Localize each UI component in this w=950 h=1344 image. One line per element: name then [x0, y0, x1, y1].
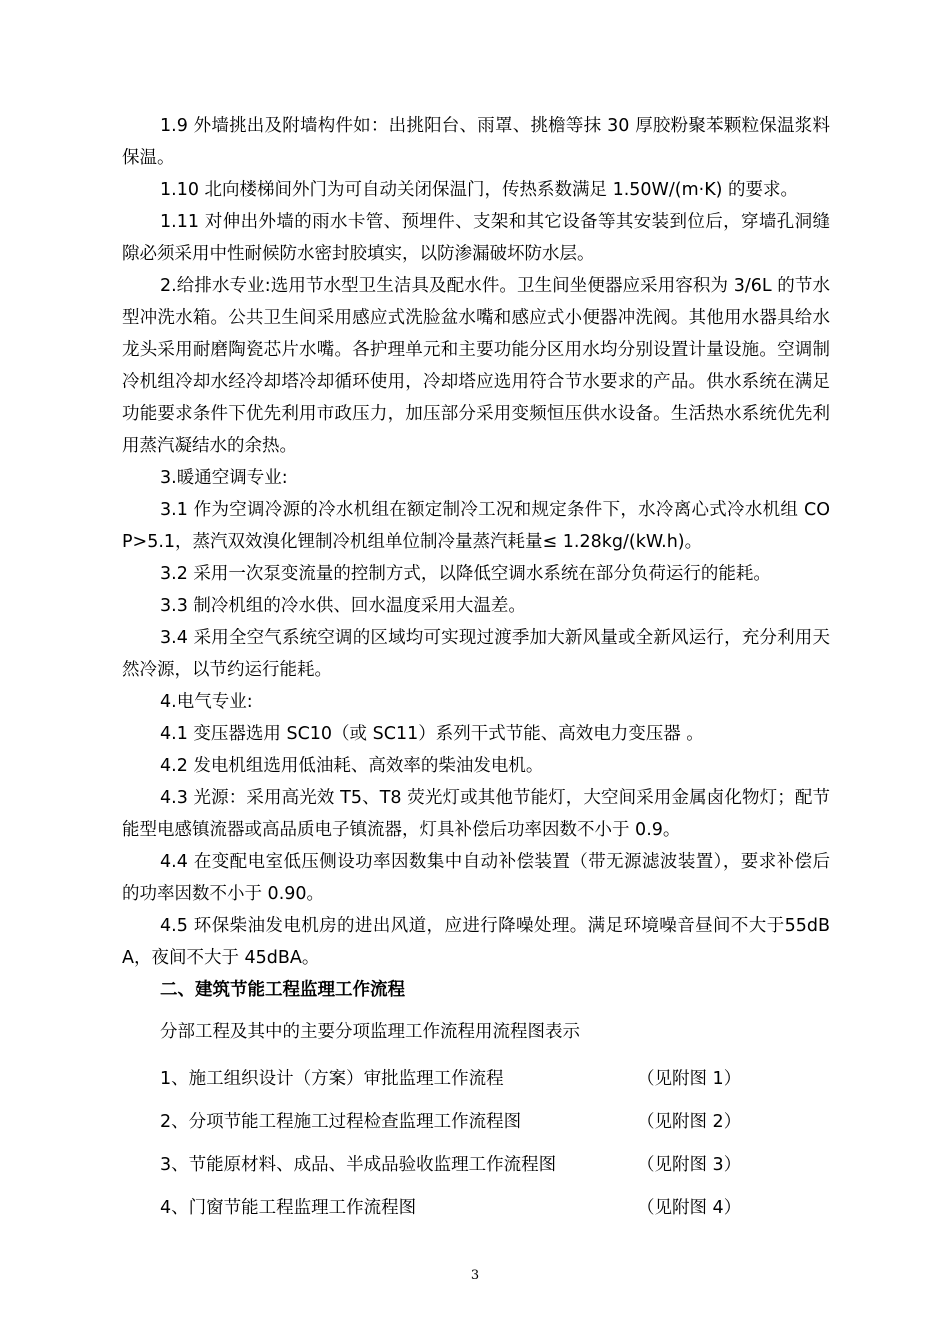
paragraph-4-electrical-heading: 4.电气专业: — [160, 692, 253, 712]
page-number: 3 — [470, 1268, 480, 1283]
reference-label: 2、分项节能工程施工过程检查监理工作流程图 — [160, 1112, 522, 1132]
reference-label: 3、节能原材料、成品、半成品验收监理工作流程图 — [160, 1155, 557, 1175]
paragraph-3-hvac-heading: 3.暖通空调专业: — [160, 468, 288, 488]
reference-figure-link: （见附图 2） — [637, 1112, 742, 1132]
document-page — [122, 110, 830, 1230]
paragraph-1-11: 1.11 对伸出外墙的雨水卡管、预埋件、支架和其它设备等其安装到位后，穿墙孔洞缝隙必须采用中性耐候防水密封胶填实，以防渗漏破坏防水层。 — [122, 212, 830, 264]
paragraph-1-9: 1.9 外墙挑出及附墙构件如：出挑阳台、雨罩、挑檐等抹 30 厚胶粉聚苯颗粒保温浆料保温。 — [122, 116, 830, 168]
section-intro: 分部工程及其中的主要分项监理工作流程用流程图表示 — [160, 1022, 580, 1042]
paragraph-4-1: 4.1 变压器选用 SC10（或 SC11）系列干式节能、高效电力变压器 。 — [160, 724, 704, 744]
figure-reference-item — [122, 1101, 830, 1144]
reference-figure-link: （见附图 1） — [637, 1069, 742, 1089]
figure-reference-item — [122, 1058, 830, 1101]
paragraph-3-4: 3.4 采用全空气系统空调的区域均可实现过渡季加大新风量或全新风运行，充分利用天然冷源，以节约运行能耗。 — [122, 628, 830, 680]
paragraph-4-4: 4.4 在变配电室低压侧设功率因数集中自动补偿装置（带无源滤波装置），要求补偿后的功率因数不小于 0.90。 — [122, 852, 830, 904]
paragraph-3-3: 3.3 制冷机组的冷水供、回水温度采用大温差。 — [160, 596, 526, 616]
section-heading: 二、建筑节能工程监理工作流程 — [160, 980, 405, 1000]
figure-reference-item — [122, 1144, 830, 1187]
paragraph-4-3: 4.3 光源：采用高光效 T5、T8 荧光灯或其他节能灯，大空间采用金属卤化物灯；配节能型电感镇流器或高品质电子镇流器，灯具补偿后功率因数不小于 0.9。 — [122, 788, 830, 840]
paragraph-4-2: 4.2 发电机组选用低油耗、高效率的柴油发电机。 — [160, 756, 544, 776]
paragraph-4-5: 4.5 环保柴油发电机房的进出风道，应进行降噪处理。满足环境噪音昼间不大于55dBA，夜间不大于 45dBA。 — [122, 916, 830, 968]
reference-figure-link: （见附图 4） — [637, 1198, 742, 1218]
reference-figure-link: （见附图 3） — [637, 1155, 742, 1175]
paragraph-1-10: 1.10 北向楼梯间外门为可自动关闭保温门，传热系数满足 1.50W/(m·K) 的要求。 — [160, 180, 799, 200]
figure-reference-item — [122, 1187, 830, 1230]
paragraph-3-1: 3.1 作为空调冷源的冷水机组在额定制冷工况和规定条件下，水冷离心式冷水机组 COP>5.1，蒸汽双效溴化锂制冷机组单位制冷量蒸汽耗量≤ 1.28kg/(kW.h)。 — [122, 500, 830, 552]
reference-label: 1、施工组织设计（方案）审批监理工作流程 — [160, 1069, 504, 1089]
reference-label: 4、门窗节能工程监理工作流程图 — [160, 1198, 417, 1218]
paragraph-2-plumbing: 2.给排水专业:选用节水型卫生洁具及配水件。卫生间坐便器应采用容积为 3/6L 的节水型冲洗水箱。公共卫生间采用感应式洗脸盆水嘴和感应式小便器冲洗阀。其他用水器具给水龙头采用耐磨陶瓷芯片水嘴。各护理单元和主要功能分区用水均分别设置计量设施。空调制冷机组冷却水经冷却塔冷却循环使用，冷却塔应选用符合节水要求的产品。供水系统在满足功能要求条件下优先利用市政压力，加压部分采用变频恒压供水设备。生活热水系统优先利用蒸汽凝结水的余热。 — [122, 276, 830, 456]
figure-reference-list — [122, 1058, 830, 1230]
paragraph-3-2: 3.2 采用一次泵变流量的控制方式，以降低空调水系统在部分负荷运行的能耗。 — [160, 564, 771, 584]
